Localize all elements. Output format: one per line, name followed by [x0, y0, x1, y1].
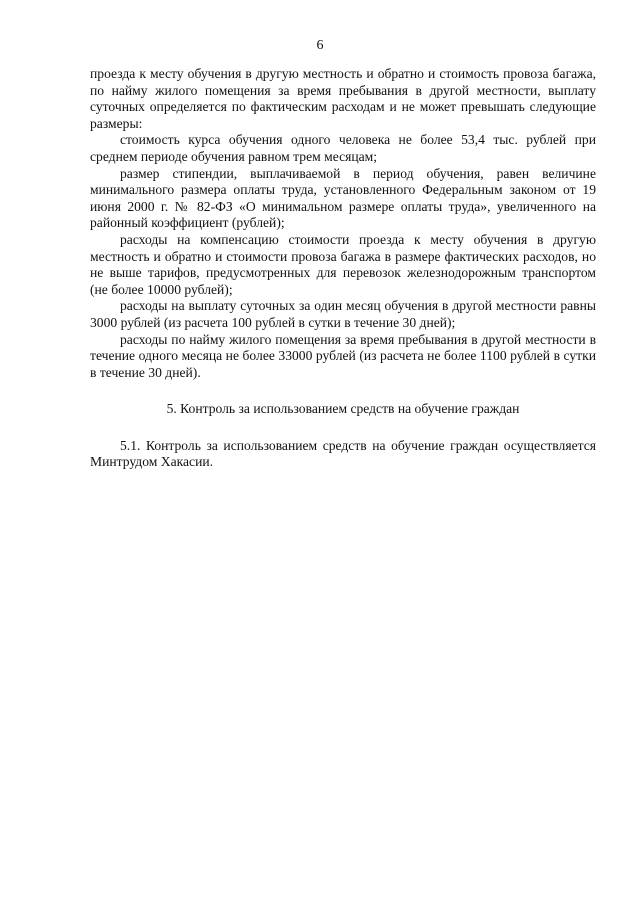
paragraph-daily-allowance: расходы на выплату суточных за один месяц обучения в другой местности равны 3000 рублей (из расчета 100 рублей в сутки в течение 30 дней);: [90, 298, 596, 330]
paragraph-travel-expenses: расходы на компенсацию стоимости проезда к месту обучения в другую местность и обратно и стоимости провоза багажа в размере фактических расходов, но не выше тарифов, предусмотренных для перевозок железнодорожным транспортом (не более 10000 рублей);: [90, 231, 596, 297]
paragraph-stipend: размер стипендии, выплачиваемой в период обучения, равен величине минимального размера оплаты труда, установленного Федеральным законом от 19 июня 2000 г. № 82-ФЗ «О минимальном размере оплаты труда», увеличенного на районный коэффициент (рублей);: [90, 165, 596, 231]
section-paragraph: 5.1. Контроль за использованием средств на обучение граждан осуществляется Минтрудом Хакасии.: [90, 437, 596, 470]
paragraph-continuation: проезда к месту обучения в другую местность и обратно и стоимость провоза багажа, по найму жилого помещения за время пребывания в другой местности, выплату суточных определяется по фактическим расходам и не может превышать следующие размеры:: [90, 66, 596, 131]
paragraph-course-cost: стоимость курса обучения одного человека не более 53,4 тыс. рублей при среднем периоде обучения равном трем месяцам;: [90, 132, 596, 164]
paragraph-housing-expenses: расходы по найму жилого помещения за время пребывания в другой местности в течение одного месяца не более 33000 рублей (из расчета не более 1100 рублей в сутки в течение 30 дней).: [90, 331, 596, 380]
document-body: [90, 66, 596, 471]
page-number: 6: [316, 38, 324, 53]
section-heading: 5. Контроль за использованием средств на обучение граждан: [166, 401, 520, 417]
